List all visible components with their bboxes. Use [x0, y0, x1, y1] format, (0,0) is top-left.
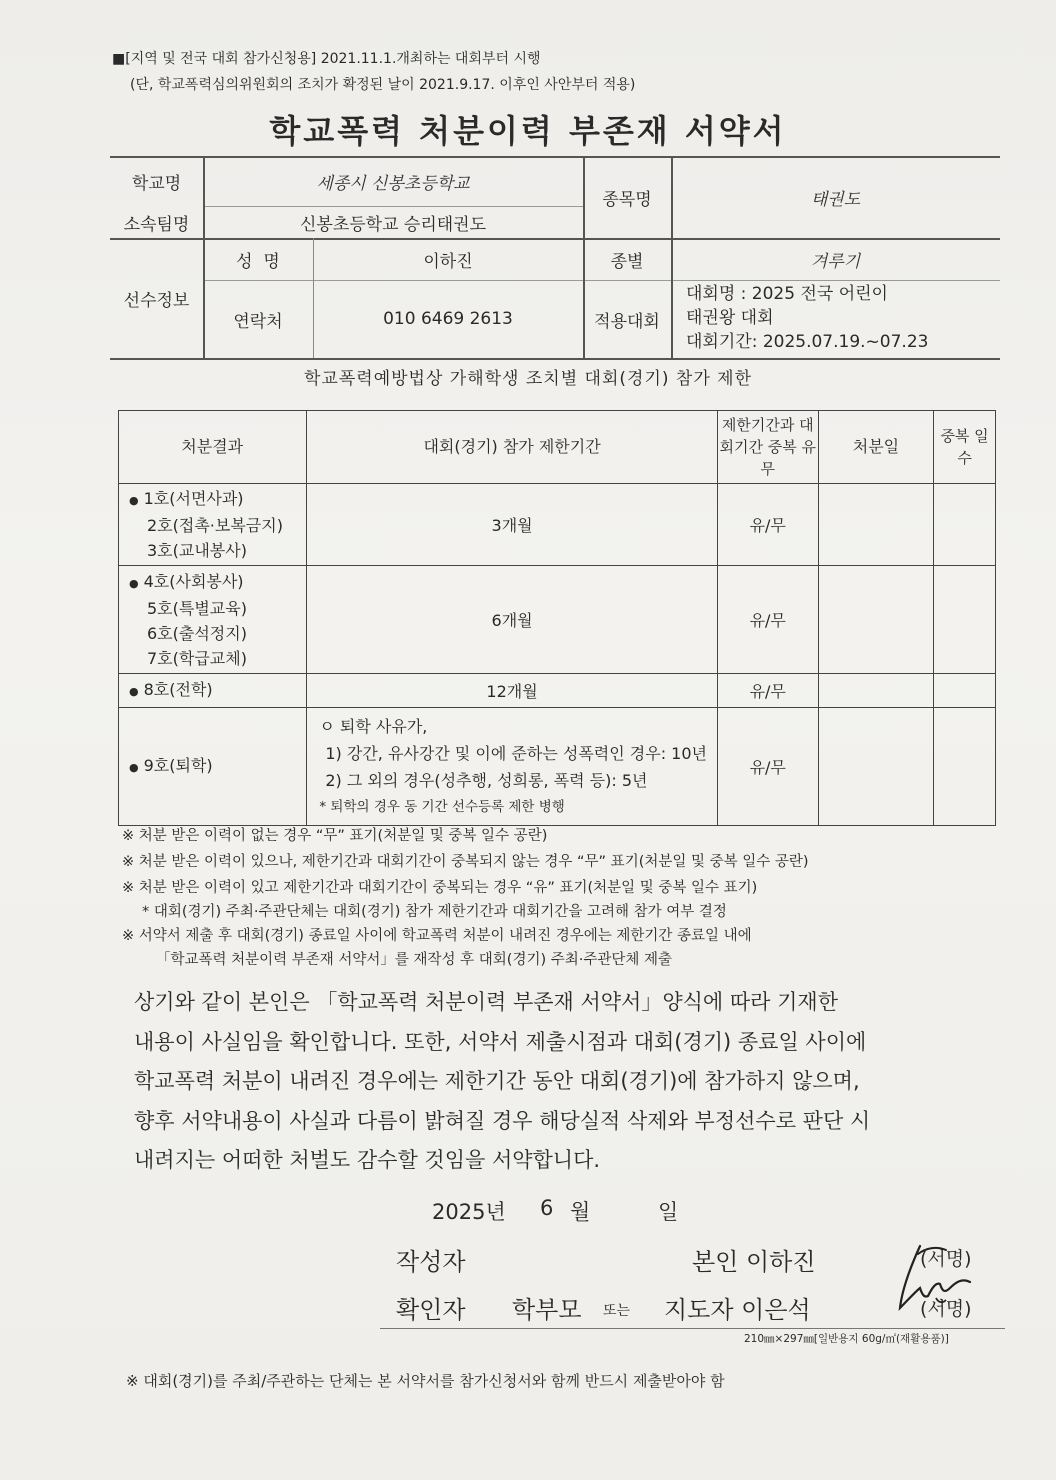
team-value: 신봉초등학교 승리태권도 — [299, 214, 487, 235]
result-cell: ● 9호(퇴학) — [119, 708, 307, 826]
applied-line-1: 대회명 : 2025 전국 어린이 — [686, 284, 888, 304]
applied-label: 적용대회 — [594, 311, 660, 332]
result-cell: ● 4호(사회봉사) 5호(특별교육) 6호(출석정지) 7호(학급교체) — [119, 566, 307, 674]
handwritten-signature-icon — [880, 1238, 990, 1318]
contact-value: 010 6469 2613 — [383, 309, 513, 329]
contact-label: 연락처 — [233, 311, 283, 332]
name-value: 이하진 — [423, 251, 473, 272]
note-6: 「학교폭력 처분이력 부존재 서약서」를 재작성 후 대회(경기) 주최·주관단체 제출 — [156, 952, 673, 968]
category-label: 종별 — [610, 251, 644, 272]
period-cell: 12개월 — [307, 674, 717, 708]
date-cell — [818, 484, 933, 566]
coach-seal: (서명) — [920, 1298, 972, 1320]
confirmer-label: 확인자 — [396, 1296, 466, 1324]
note-2: ※ 처분 받은 이력이 있으나, 제한기간과 대회기간이 중복되지 않는 경우 “무” 표기(처분일 및 중복 일수 공란) — [122, 854, 809, 870]
name-label: 성 명 — [236, 251, 280, 272]
period-cell: ㅇ 퇴학 사유가, 1) 강간, 유사강간 및 이에 준하는 성폭력인 경우: 10년 2) 그 외의 경우(성추행, 성희롱, 폭력 등): 5년 * 퇴학의 경우 동 기간 선수등록 제한 병행 — [307, 708, 717, 826]
note-4: * 대회(경기) 주최·주관단체는 대회(경기) 참가 제한기간과 대회기간을 고려해 참가 여부 결정 — [142, 904, 727, 920]
date-cell — [818, 708, 933, 826]
player-info-label: 선수정보 — [123, 290, 190, 311]
pledge-text — [134, 983, 994, 1181]
days-cell — [934, 484, 996, 566]
school-label: 학교명 — [131, 173, 182, 194]
header-result: 처분결과 — [119, 411, 307, 484]
header-date: 처분일 — [818, 411, 933, 484]
pledge-line: 내려지는 어떠한 처벌도 감수할 것임을 서약합니다. — [134, 1148, 601, 1172]
date-cell — [818, 674, 933, 708]
writer-value: 본인 이하진 — [692, 1248, 816, 1276]
header-overlap: 제한기간과 대회기간 중복 유무 — [717, 411, 818, 484]
result-cell: ● 1호(서면사과) 2호(접촉·보복금지) 3호(교내봉사) — [119, 484, 307, 566]
header-line-1: ■[지역 및 전국 대회 참가신청용] 2021.11.1.개최하는 대회부터 시행 — [112, 51, 541, 67]
days-cell — [934, 674, 996, 708]
overlap-cell: 유/무 — [717, 674, 818, 708]
paper-spec: 210㎜×297㎜[일반용지 60g/㎡(재활용품)] — [744, 1333, 949, 1345]
header-period: 대회(경기) 참가 제한기간 — [307, 411, 717, 484]
restriction-table — [118, 410, 996, 826]
period-cell: 6개월 — [307, 566, 717, 674]
pledge-line: 내용이 사실임을 확인합니다. 또한, 서약서 제출시점과 대회(경기) 종료일 사이에 — [134, 1029, 867, 1054]
restriction-title: 학교폭력예방법상 가해학생 조치별 대회(경기) 참가 제한 — [304, 369, 752, 389]
note-1: ※ 처분 받은 이력이 없는 경우 “무” 표기(처분일 및 중복 일수 공란) — [122, 828, 548, 844]
header-days: 중복 일수 — [934, 411, 996, 484]
applied-line-2: 태권왕 대회 — [686, 308, 774, 328]
writer-label: 작성자 — [396, 1248, 466, 1276]
days-cell — [934, 708, 996, 826]
date-cell — [818, 566, 933, 674]
result-cell: ● 8호(전학) — [119, 674, 307, 708]
overlap-cell: 유/무 — [717, 484, 818, 566]
writer-seal: (서명) — [920, 1248, 972, 1270]
overlap-cell: 유/무 — [717, 566, 818, 674]
sport-label: 종목명 — [602, 189, 652, 210]
sport-value: 태권도 — [810, 189, 861, 210]
pledge-line: 향후 서약내용이 사실과 다름이 밝혀질 경우 해당실적 삭제와 부정선수로 판단 시 — [134, 1108, 871, 1133]
table-row — [119, 674, 996, 708]
header-line-2: (단, 학교폭력심의위원회의 조치가 확정된 날이 2021.9.17. 이후인 사안부터 적용) — [130, 77, 636, 93]
applied-line-3: 대회기간: 2025.07.19.~07.23 — [686, 332, 929, 352]
or-label: 또는 — [603, 1303, 631, 1319]
footer-note: ※ 대회(경기)를 주최/주관하는 단체는 본 서약서를 참가신청서와 함께 반드시 제출받아야 함 — [126, 1372, 725, 1390]
school-value: 세종시 신봉초등학교 — [316, 173, 470, 194]
date-day: 일 — [658, 1200, 679, 1224]
team-label: 소속팀명 — [123, 214, 190, 235]
note-3: ※ 처분 받은 이력이 있고 제한기간과 대회기간이 중복되는 경우 “유” 표기(처분일 및 중복 일수 표기) — [122, 880, 758, 896]
note-5: ※ 서약서 제출 후 대회(경기) 종료일 사이에 학교폭력 처분이 내려진 경우에는 제한기간 종료일 내에 — [122, 928, 752, 944]
table-row — [119, 484, 996, 566]
date-year: 2025년 — [432, 1200, 506, 1224]
table-row — [119, 566, 996, 674]
parent-label: 학부모 — [512, 1296, 582, 1324]
table-header-row — [119, 411, 996, 484]
document-title: 학교폭력 처분이력 부존재 서약서 — [269, 112, 787, 150]
days-cell — [934, 566, 996, 674]
period-cell: 3개월 — [307, 484, 717, 566]
overlap-cell: 유/무 — [717, 708, 818, 826]
applied-value — [686, 282, 928, 354]
date-month-unit: 월 — [570, 1200, 591, 1224]
date-month: 6 — [540, 1196, 554, 1220]
coach-value: 지도자 이은석 — [664, 1296, 811, 1324]
pledge-line: 학교폭력 처분이 내려진 경우에는 제한기간 동안 대회(경기)에 참가하지 않으며, — [134, 1069, 860, 1093]
category-value: 겨루기 — [810, 251, 861, 272]
table-row — [119, 708, 996, 826]
pledge-line: 상기와 같이 본인은 「학교폭력 처분이력 부존재 서약서」양식에 따라 기재한 — [134, 990, 838, 1014]
